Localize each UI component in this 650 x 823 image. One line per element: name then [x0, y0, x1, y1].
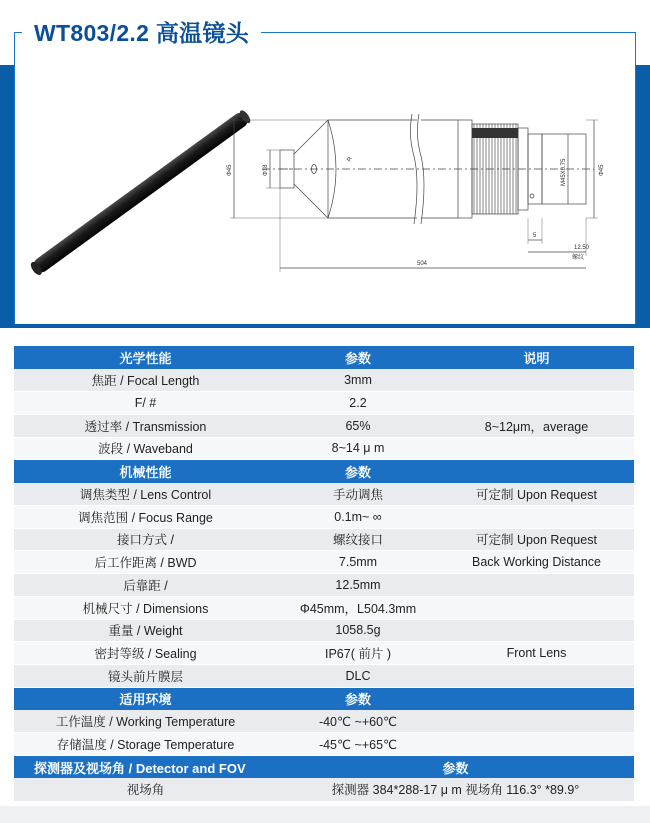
row-value: 12.5mm — [277, 574, 439, 597]
section-header-detector — [14, 756, 634, 779]
row-label: 视场角 — [14, 778, 277, 801]
row-label: F/ # — [14, 392, 277, 415]
table-row — [14, 505, 634, 528]
row-label: 密封等级 / Sealing — [14, 642, 277, 665]
row-value: Φ45mm，L504.3mm — [277, 596, 439, 619]
section-param-label: 参数 — [277, 346, 439, 369]
row-value: 0.1m~ ∞ — [277, 505, 439, 528]
row-label: 工作温度 / Working Temperature — [14, 710, 277, 733]
row-note: 可定制 Upon Request — [439, 528, 634, 551]
row-note — [439, 392, 634, 415]
table-row — [14, 369, 634, 392]
section-param-label: 参数 — [277, 687, 439, 710]
row-value: 7.5mm — [277, 551, 439, 574]
row-note — [439, 437, 634, 460]
row-label: 调焦类型 / Lens Control — [14, 483, 277, 506]
row-value: -40℃ ~+60℃ — [277, 710, 439, 733]
row-label: 波段 / Waveband — [14, 437, 277, 460]
section-title: 光学性能 — [14, 346, 277, 369]
table-row — [14, 710, 634, 733]
dim-thread: M45X0.75 — [561, 158, 567, 186]
table-row — [14, 551, 634, 574]
section-header-environment — [14, 687, 634, 710]
section-note-label: 说明 — [439, 346, 634, 369]
row-value: 螺纹接口 — [277, 528, 439, 551]
table-row — [14, 437, 634, 460]
row-value: 手动调焦 — [277, 483, 439, 506]
row-label: 后工作距离 / BWD — [14, 551, 277, 574]
dim-12-5: 12.50 — [574, 245, 590, 251]
row-note — [439, 710, 634, 733]
table-row — [14, 619, 634, 642]
row-note — [439, 505, 634, 528]
right-accent-band — [636, 65, 650, 327]
table-row — [14, 528, 634, 551]
table-row — [14, 574, 634, 597]
dim-radius: R — [346, 156, 354, 163]
row-label: 机械尺寸 / Dimensions — [14, 596, 277, 619]
row-value: 8~14 μ m — [277, 437, 439, 460]
spec-table — [14, 346, 634, 802]
table-row — [14, 392, 634, 415]
dim-front-diameter: Φ45 — [227, 164, 233, 176]
row-label: 焦距 / Focal Length — [14, 369, 277, 392]
table-row — [14, 414, 634, 437]
row-note — [439, 596, 634, 619]
row-label: 存储温度 / Storage Temperature — [14, 733, 277, 756]
row-label: 重量 / Weight — [14, 619, 277, 642]
row-label: 接口方式 / — [14, 528, 277, 551]
footer-strip — [0, 806, 650, 823]
row-note: 8~12μm，average — [439, 414, 634, 437]
dim-window-diameter: Φ18 — [263, 164, 269, 176]
left-accent-band — [0, 65, 14, 327]
row-value: -45℃ ~+65℃ — [277, 733, 439, 756]
table-row — [14, 596, 634, 619]
table-row — [14, 483, 634, 506]
mechanical-drawing — [222, 106, 630, 282]
dim-note: 螺纹 — [572, 255, 585, 261]
title-box — [22, 14, 261, 48]
table-row — [14, 642, 634, 665]
row-value: 3mm — [277, 369, 439, 392]
dim-rear-diameter: Φ45 — [599, 164, 605, 176]
row-note — [439, 574, 634, 597]
row-label: 透过率 / Transmission — [14, 414, 277, 437]
section-title: 探测器及视场角 / Detector and FOV — [14, 756, 277, 779]
row-value: 探测器 384*288-17 μ m 视场角 116.3° *89.9° — [277, 778, 634, 801]
table-row — [14, 778, 634, 801]
row-value: DLC — [277, 665, 439, 688]
row-label: 调焦范围 / Focus Range — [14, 505, 277, 528]
table-row — [14, 733, 634, 756]
section-header-mechanical — [14, 460, 634, 483]
row-label: 后靠距 / — [14, 574, 277, 597]
row-note: Front Lens — [439, 642, 634, 665]
row-note — [439, 369, 634, 392]
row-note: 可定制 Upon Request — [439, 483, 634, 506]
row-note — [439, 733, 634, 756]
row-note — [439, 619, 634, 642]
section-title: 适用环境 — [14, 687, 277, 710]
section-title: 机械性能 — [14, 460, 277, 483]
section-header-optical — [14, 346, 634, 369]
section-note-label — [439, 460, 634, 483]
row-value: 65% — [277, 414, 439, 437]
page-title: WT803/2.2 高温镜头 — [34, 19, 250, 46]
table-row — [14, 665, 634, 688]
dim-5: 5 — [533, 233, 537, 239]
row-note: Back Working Distance — [439, 551, 634, 574]
section-param-label: 参数 — [277, 756, 634, 779]
section-note-label — [439, 687, 634, 710]
row-note — [439, 665, 634, 688]
section-param-label: 参数 — [277, 460, 439, 483]
dim-length: 504 — [417, 261, 428, 267]
row-value: 1058.5g — [277, 619, 439, 642]
row-label: 镜头前片膜层 — [14, 665, 277, 688]
row-value: 2.2 — [277, 392, 439, 415]
row-value: IP67( 前片 ) — [277, 642, 439, 665]
